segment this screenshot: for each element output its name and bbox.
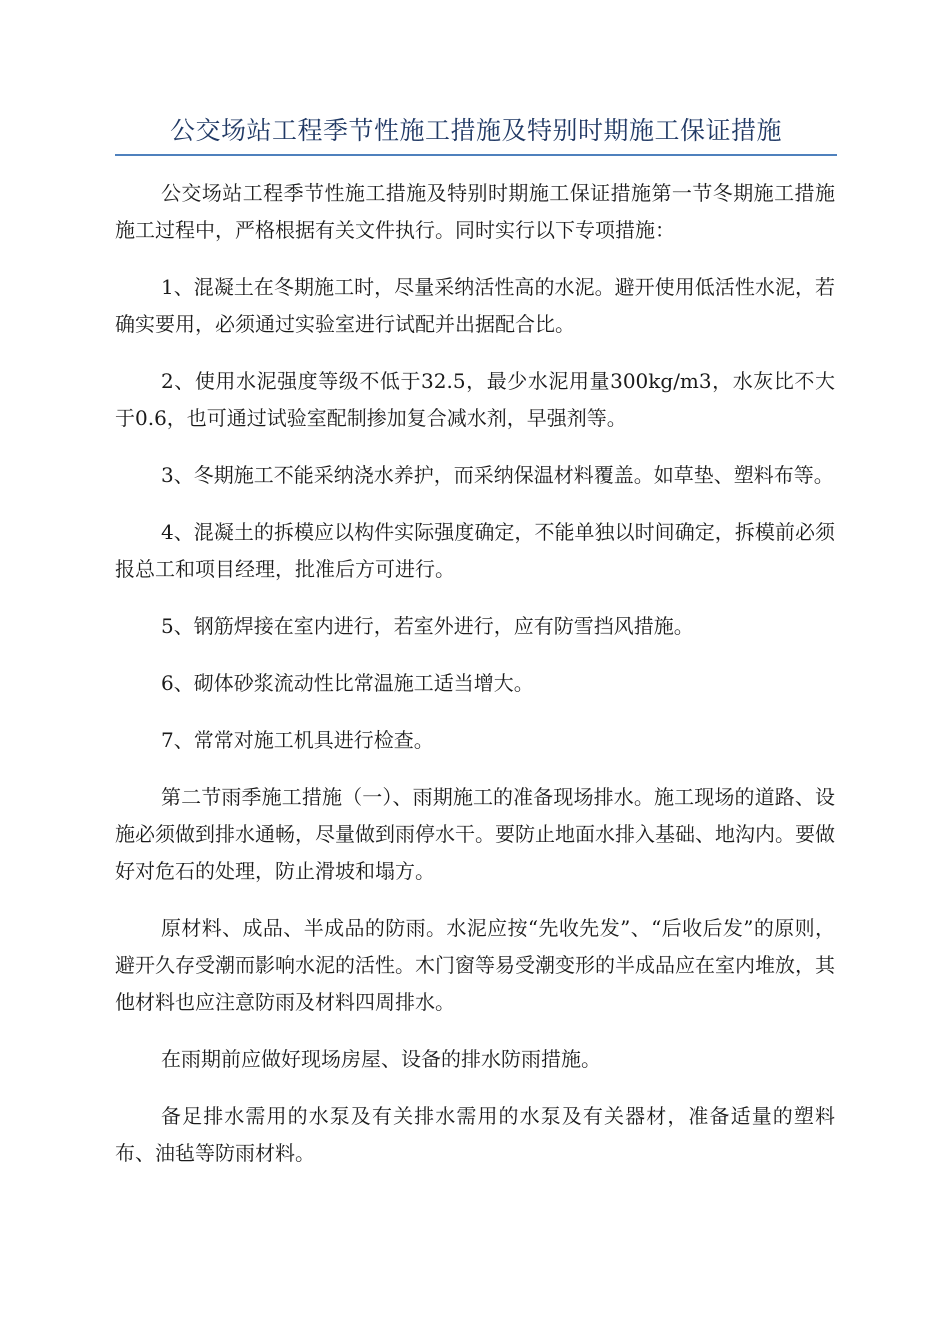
paragraph-rain-section: 第二节雨季施工措施（一）、雨期施工的准备现场排水。施工现场的道路、设施必须做到排水通畅，尽量做到雨停水干。要防止地面水排入基础、地沟内。要做好对危石的处理，防止滑坡和塌方。 bbox=[115, 785, 835, 883]
paragraph-item-5: 5、钢筋焊接在室内进行，若室外进行，应有防雪挡风措施。 bbox=[161, 614, 694, 638]
paragraph-item-2: 2、使用水泥强度等级不低于32.5，最少水泥用量300kg/m3，水灰比不大于0.6，也可通过试验室配制掺加复合减水剂，早强剂等。 bbox=[115, 369, 835, 430]
paragraph-item-4: 4、混凝土的拆模应以构件实际强度确定，不能单独以时间确定，拆模前必须报总工和项目经理，批准后方可进行。 bbox=[115, 520, 835, 581]
paragraph-pumps: 备足排水需用的水泵及有关排水需用的水泵及有关器材，准备适量的塑料布、油毡等防雨材料。 bbox=[115, 1104, 835, 1165]
paragraph-intro: 公交场站工程季节性施工措施及特别时期施工保证措施第一节冬期施工措施施工过程中，严格根据有关文件执行。同时实行以下专项措施： bbox=[115, 181, 835, 242]
paragraph-materials: 原材料、成品、半成品的防雨。水泥应按“先收先发”、“后收后发”的原则，避开久存受潮而影响水泥的活性。木门窗等易受潮变形的半成品应在室内堆放，其他材料也应注意防雨及材料四周排水。 bbox=[115, 916, 835, 1014]
paragraph-item-1: 1、混凝土在冬期施工时，尽量采纳活性高的水泥。避开使用低活性水泥，若确实要用，必须通过实验室进行试配并出据配合比。 bbox=[115, 275, 835, 336]
document-title: 公交场站工程季节性施工措施及特别时期施工保证措施 bbox=[169, 116, 782, 145]
paragraph-item-3: 3、冬期施工不能采纳浇水养护，而采纳保温材料覆盖。如草垫、塑料布等。 bbox=[161, 463, 834, 487]
paragraph-buildings: 在雨期前应做好现场房屋、设备的排水防雨措施。 bbox=[161, 1047, 601, 1071]
paragraph-item-7: 7、常常对施工机具进行检查。 bbox=[161, 728, 434, 752]
document-body bbox=[115, 175, 835, 1192]
title-block bbox=[115, 113, 837, 156]
paragraph-item-6: 6、砌体砂浆流动性比常温施工适当增大。 bbox=[161, 671, 534, 695]
